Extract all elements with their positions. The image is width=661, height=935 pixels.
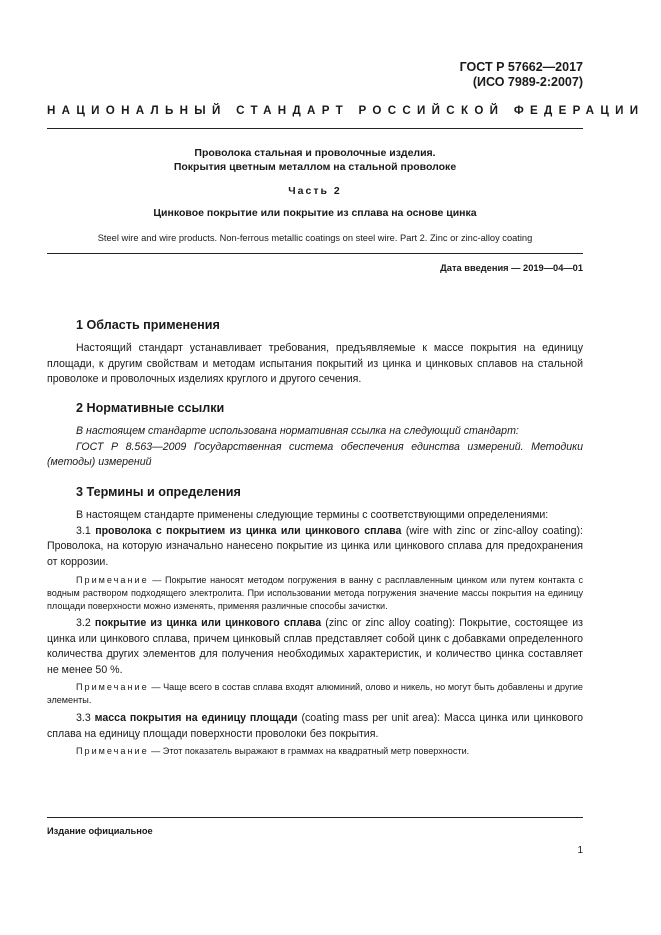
national-standard-heading: НАЦИОНАЛЬНЫЙ СТАНДАРТ РОССИЙСКОЙ ФЕДЕРАЦИИ [47, 104, 645, 117]
note-1-text: — Покрытие наносят методом погружения в ванну с расплавленным цинком или путем контакта с водным раствором подходящего электролита. При использовании метода погружения значение массы покрытия на единицу площади поверхности можно изменять, применяя различные способы зачистки. [47, 575, 583, 611]
title-line-1: Проволока стальная и проволочные изделия. [194, 147, 436, 159]
intro-date: Дата введения — 2019—04—01 [440, 263, 583, 273]
note-1-label: Примечание [76, 575, 149, 585]
document-header [460, 60, 583, 90]
section-2-body [47, 424, 583, 471]
note-1 [47, 574, 583, 612]
term-3-2 [47, 616, 583, 678]
section-3-intro: В настоящем стандарте применены следующие термины с соответствующими определениями: [76, 509, 549, 521]
term-3-1-number: 3.1 [76, 524, 96, 537]
title-divider [47, 253, 583, 254]
note-3-label: Примечание [76, 746, 149, 756]
subtitle: Цинковое покрытие или покрытие из сплава на основе цинка [153, 207, 477, 219]
term-3-1 [47, 524, 583, 571]
section-2-heading: 2 Нормативные ссылки [76, 401, 225, 415]
note-2 [47, 681, 583, 707]
note-2-label: Примечание [76, 682, 149, 692]
note-3-text: — Этот показатель выражают в граммах на квадратный метр поверхности. [148, 746, 470, 756]
section-1-heading: 1 Область применения [76, 318, 220, 332]
section-1-body [47, 341, 583, 388]
term-3-3-number: 3.3 [76, 712, 95, 724]
term-3-3-term: масса покрытия на единицу площади [94, 712, 298, 724]
section-2-intro: В настоящем стандарте использована нормативная ссылка на следующий стандарт: [76, 425, 519, 437]
edition-label: Издание официальное [47, 826, 153, 836]
note-2-text: — Чаще всего в состав сплава входят алюминий, олово и никель, но могут быть добавлены и другие элементы. [47, 682, 583, 705]
top-divider [47, 128, 583, 129]
iso-reference: (ИСО 7989-2:2007) [472, 75, 583, 89]
term-3-2-term: покрытие из цинка или цинкового сплава [94, 617, 322, 629]
title-line-2: Покрытия цветным металлом на стальной проволоке [173, 161, 457, 173]
term-3-3-block [47, 711, 583, 742]
term-3-3 [47, 711, 583, 742]
section-3-heading: 3 Термины и определения [76, 485, 241, 499]
note-3 [47, 745, 583, 758]
english-title: Steel wire and wire products. Non-ferrous metallic coatings on steel wire. Part 2. Zinc or zinc-alloy coating [97, 233, 533, 243]
title-block [47, 146, 583, 174]
section-2-reference: ГОСТ Р 8.563—2009 Государственная система обеспечения единства измерений. Методики (методы) измерений [47, 440, 583, 469]
term-3-1-definition: (wire with zinc or zinc-alloy coating): Проволока, на которую изначально нанесено покрытие из цинка или цинкового сплава для предохранения от коррозии. [47, 524, 584, 568]
gost-number: ГОСТ Р 57662—2017 [459, 60, 583, 74]
term-3-2-number: 3.2 [76, 617, 95, 629]
section-3-body [47, 508, 583, 570]
term-3-2-block [47, 616, 583, 678]
term-3-1-term: проволока с покрытием из цинка или цинкового сплава [95, 524, 402, 537]
page-number: 1 [577, 845, 583, 856]
term-3-3-definition: (coating mass per unit area): Масса цинка или цинкового сплава на единицу площади поверхности проволоки без покрытия. [47, 712, 583, 740]
section-1-text: Настоящий стандарт устанавливает требования, предъявляемые к массе покрытия на единицу площади, к другим свойствам и методам испытания покрытий из цинка и цинковых сплавов на стальной проволоке и проволочных изделиях круглого и другого сечения. [47, 342, 583, 386]
footer-divider [47, 817, 583, 818]
part-label: Часть 2 [288, 185, 342, 197]
term-3-2-definition: (zinc or zinc alloy coating): Покрытие, состоящее из цинка или цинкового сплава, причем цинковый сплав представляет собой цинк с добавками определенного количества других элементов для получения необходимых характеристик, и количество цинка составляет не менее 50 %. [47, 617, 584, 676]
